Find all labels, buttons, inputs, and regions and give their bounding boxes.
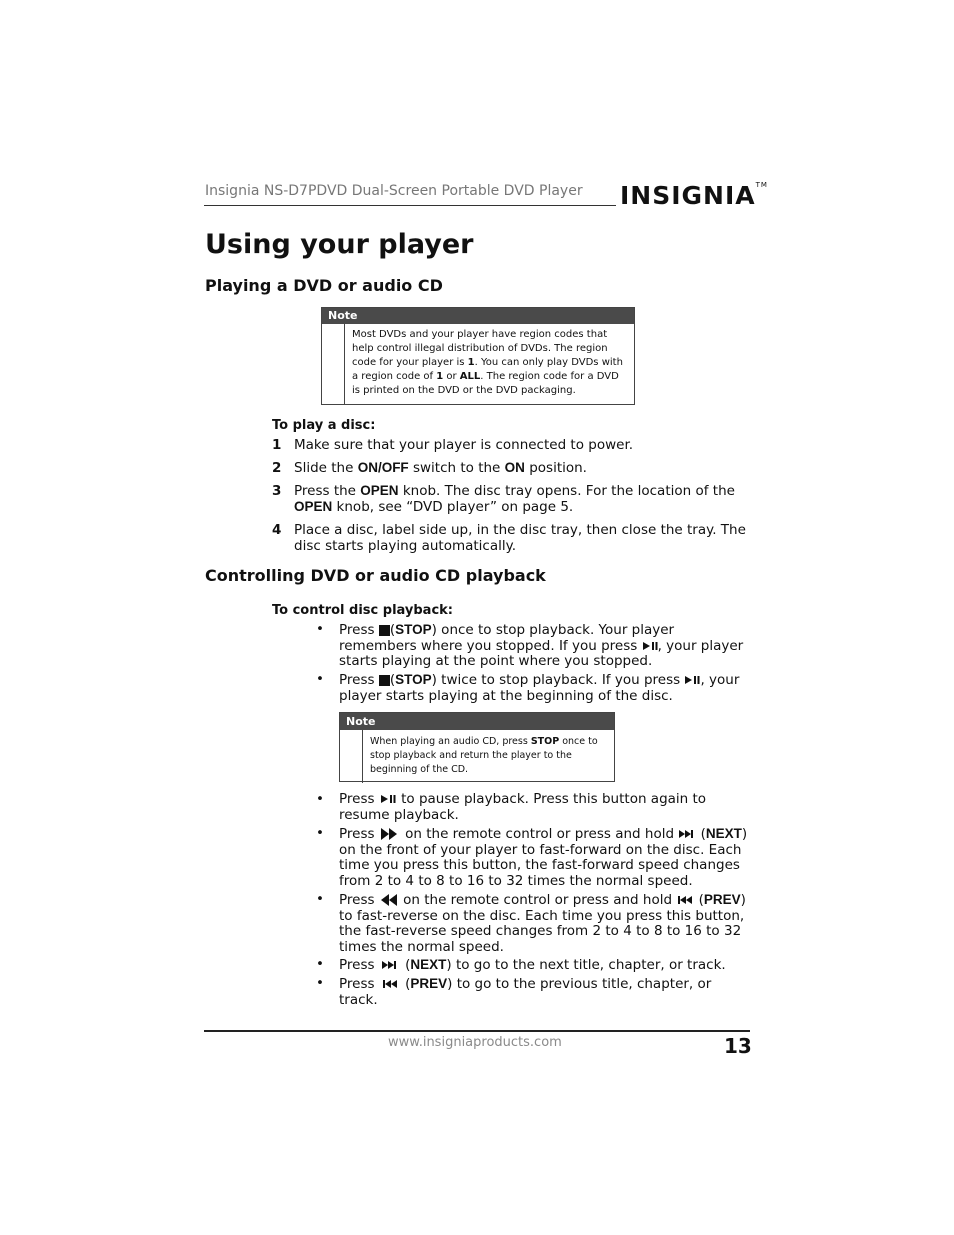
fast-forward-icon (379, 827, 401, 841)
bullet-previous (316, 975, 756, 1008)
section-heading-playing: Playing a DVD or audio CD (205, 276, 443, 295)
play-pause-icon (379, 794, 397, 804)
bullet-marker: • (316, 956, 324, 972)
bullet-text: Press (STOP) once to stop playback. Your player remembers where you stopped. If you press , your player starts playing at the point where you stopped. (339, 622, 744, 669)
page-number: 13 (724, 1034, 752, 1058)
procedure-title-play: To play a disc: (272, 418, 376, 433)
note-text: or (443, 371, 460, 382)
bullet-stop-once (316, 622, 756, 670)
section-heading-controlling: Controlling DVD or audio CD playback (205, 566, 546, 585)
fast-reverse-icon (379, 893, 399, 907)
bullet-text: Press (PREV) to go to the previous title, chapter, or track. (339, 976, 712, 1008)
bullet-text: Press on the remote control or press and hold (NEXT) on the front of your player to fast-forward on the disc. Each time you press this button, the fast-forward speed changes from 2 to 4 to 8 to 16 to 32 times the normal speed. (339, 826, 748, 889)
page-title: Using your player (205, 229, 474, 260)
note-text: . You can only play DVDs with a region code of (352, 357, 623, 382)
trademark-mark: TM (755, 181, 768, 189)
footer-rule (204, 1030, 750, 1032)
previous-icon (379, 979, 401, 989)
next-icon (379, 960, 401, 970)
bullet-marker: • (316, 671, 324, 687)
stop-icon (379, 625, 390, 636)
step-1 (272, 437, 752, 455)
step-text: Make sure that your player is connected to power. (294, 437, 634, 453)
note-audio-cd-stop (339, 712, 615, 782)
bullet-text: Press (NEXT) to go to the next title, chapter, or track. (339, 957, 726, 973)
step-text: Press the OPEN knob. The disc tray opens. For the location of the OPEN knob, see “DVD player” on page 5. (294, 483, 735, 515)
bullet-fast-reverse (316, 892, 756, 956)
bullet-next (316, 957, 756, 974)
bullet-text: Press to pause playback. Press this button again to resume playback. (339, 791, 707, 823)
step-number: 2 (272, 460, 282, 476)
bullet-marker: • (316, 975, 324, 991)
bullet-pause (316, 792, 756, 824)
step-number: 3 (272, 483, 282, 499)
note-label: Note (322, 308, 634, 324)
note-text: . The region code for a DVD is printed on the DVD or the DVD packaging. (352, 371, 619, 396)
step-text: Place a disc, label side up, in the disc tray, then close the tray. The disc starts playing automatically. (294, 522, 746, 554)
bullet-stop-twice (316, 672, 756, 704)
play-pause-icon (684, 675, 700, 685)
step-number: 1 (272, 437, 282, 453)
play-pause-icon (642, 641, 658, 651)
bullet-marker: • (316, 791, 324, 807)
note-bold: ALL (459, 371, 481, 382)
bullet-text: Press (STOP) twice to stop playback. If you press , your player starts playing at the beginning of the disc. (339, 672, 740, 704)
note-bold: 1 (436, 371, 444, 382)
note-region-codes (321, 307, 635, 405)
note-label: Note (340, 713, 614, 730)
step-3 (272, 483, 752, 517)
note-body: When playing an audio CD, press STOP once to stop playback and return the player to the beginning of the CD. (362, 730, 614, 783)
stop-icon (379, 675, 390, 686)
step-number: 4 (272, 522, 282, 538)
footer-url: www.insigniaproducts.com (388, 1035, 562, 1050)
previous-icon (676, 895, 694, 905)
running-header: Insignia NS-D7PDVD Dual-Screen Portable DVD Player (205, 183, 583, 199)
logo-text: INSIGNIA (620, 181, 756, 210)
insignia-logo (620, 181, 768, 210)
header-rule (204, 205, 616, 206)
step-4 (272, 522, 752, 556)
bullet-marker: • (316, 621, 324, 637)
bullet-fast-forward (316, 826, 756, 890)
next-icon (678, 829, 696, 839)
procedure-title-control: To control disc playback: (272, 603, 453, 618)
bullet-marker: • (316, 825, 324, 841)
bullet-marker: • (316, 891, 324, 907)
step-2 (272, 460, 752, 478)
note-body (344, 324, 634, 404)
step-text: Slide the ON/OFF switch to the ON position. (294, 460, 587, 476)
note-bold: 1 (467, 357, 475, 368)
bullet-text: Press on the remote control or press and hold (PREV) to fast-reverse on the disc. Each time you press this button, the fast-reverse speed changes from 2 to 4 to 8 to 16 to 32 times the normal speed. (339, 892, 746, 955)
note-text: Most DVDs and your player have region codes that help control illegal distribution of DVDs. The region code for your player is (352, 329, 608, 368)
